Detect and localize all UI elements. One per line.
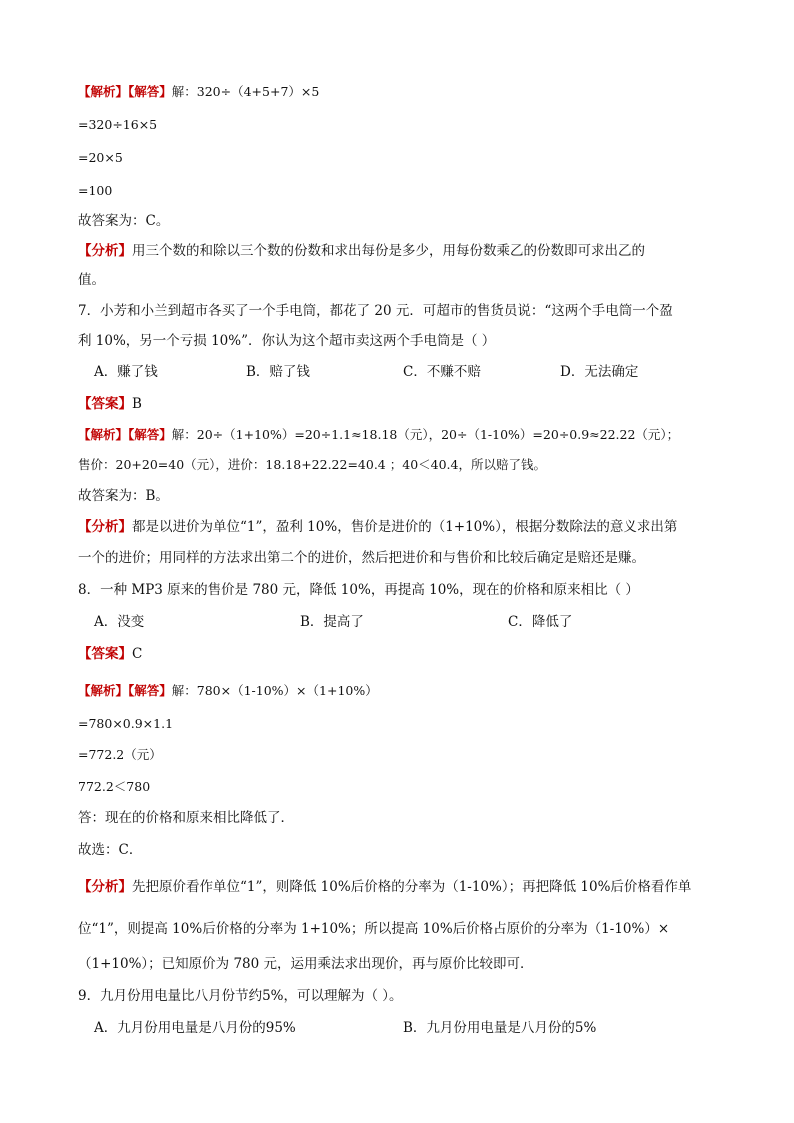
q7-option-c: C．不赚不赔 — [403, 364, 481, 380]
q8-option-b: B．提高了 — [300, 614, 364, 630]
q6-sol1: 解：320÷（4+5+7）×5 — [171, 84, 320, 99]
q8-solution-line-4: 772.2＜780 — [78, 779, 151, 794]
tag-analysis: 【分析】 — [78, 519, 132, 535]
q6-solution-line-1 — [78, 83, 319, 101]
q8-analysis-text-1: 先把原价看作单位“1”，则降低 10%后价格的分率为（1-10%）；再把降低 10%后价格看作单 — [132, 879, 692, 895]
q8-solution-line-1 — [78, 682, 378, 700]
q7-analysis-line-1 — [78, 518, 677, 536]
q6-analysis-line-2: 值。 — [78, 272, 105, 288]
tag-analysis: 【分析】 — [78, 879, 132, 895]
q8-answer: C — [132, 646, 143, 662]
q7-solution-line-2: 售价：20+20=40（元），进价：18.18+22.22=40.4 ；40＜40.4，所以赔了钱。 — [78, 457, 546, 472]
q9-option-a: A．九月份用电量是八月份的95% — [94, 1020, 296, 1036]
q7-sol1: 解：20÷（1+10%）=20÷1.1≈18.18（元），20÷（1-10%）=20÷0.9≈22.22（元）； — [171, 427, 680, 442]
tag-analysis-answer: 【解析】【解答】 — [78, 84, 172, 99]
tag-analysis-answer: 【解析】【解答】 — [78, 683, 172, 698]
q8-option-c: C．降低了 — [508, 614, 573, 630]
q8-solution-line-2: =780×0.9×1.1 — [78, 716, 174, 731]
q8-answer-line — [78, 645, 142, 663]
q6-analysis-line-1 — [78, 242, 645, 260]
tag-analysis: 【分析】 — [78, 243, 132, 259]
q6-solution-line-2: =320÷16×5 — [78, 117, 158, 132]
tag-answer: 【答案】 — [78, 396, 132, 412]
q7-conclusion: 故答案为：B。 — [78, 488, 169, 504]
q6-solution-line-4: =100 — [78, 183, 113, 198]
q7-option-d: D．无法确定 — [560, 364, 639, 380]
q8-analysis-line-1 — [78, 878, 691, 896]
q7-answer-line — [78, 395, 142, 413]
tag-analysis-answer: 【解析】【解答】 — [78, 427, 172, 442]
q8-solution-line-3: =772.2（元） — [78, 747, 162, 762]
q7-stem-line-2: 利 10%，另一个亏损 10%”．你认为这个超市卖这两个手电筒是（ ） — [78, 333, 496, 349]
q7-answer: B — [132, 396, 142, 412]
q7-option-a: A．赚了钱 — [94, 364, 158, 380]
q6-solution-line-3: =20×5 — [78, 150, 123, 165]
q8-conclusion: 故选：C． — [78, 842, 143, 858]
q6-analysis-text-1: 用三个数的和除以三个数的份数和求出每份是多少，用每份数乘乙的份数即可求出乙的 — [132, 243, 645, 259]
q7-analysis-line-2: 一个的进价；用同样的方法求出第二个的进价，然后把进价和与售价和比较后确定是赔还是赚。 — [78, 550, 645, 566]
q7-analysis-text-1: 都是以进价为单位“1”，盈利 10%，售价是进价的（1+10%），根据分数除法的意义求出第 — [132, 519, 678, 535]
q7-stem-line-1: 7．小芳和小兰到超市各买了一个手电筒，都花了 20 元．可超市的售货员说：“这两个手电筒一个盈 — [78, 303, 673, 319]
q8-analysis-line-3: （1+10%）；已知原价为 780 元，运用乘法求出现价，再与原价比较即可． — [78, 956, 534, 972]
q8-option-a: A．没变 — [94, 614, 145, 630]
tag-answer: 【答案】 — [78, 646, 132, 662]
q8-analysis-line-2: 位“1”，则提高 10%后价格的分率为 1+10%；所以提高 10%后价格占原价的分率为（1-10%）× — [78, 921, 670, 937]
q9-stem: 9．九月份用电量比八月份节约5%，可以理解为（ ）。 — [78, 988, 403, 1004]
q8-sol1: 解：780×（1-10%）×（1+10%） — [171, 683, 378, 698]
q8-solution-line-5: 答：现在的价格和原来相比降低了． — [78, 810, 294, 826]
q6-conclusion: 故答案为：C。 — [78, 213, 170, 229]
q7-option-b: B．赔了钱 — [246, 364, 310, 380]
q7-solution-line-1 — [78, 426, 679, 444]
q9-option-b: B．九月份用电量是八月份的5% — [403, 1020, 597, 1036]
q8-stem: 8．一种 MP3 原来的售价是 780 元，降低 10%，再提高 10%，现在的价格和原来相比（ ） — [78, 582, 639, 598]
